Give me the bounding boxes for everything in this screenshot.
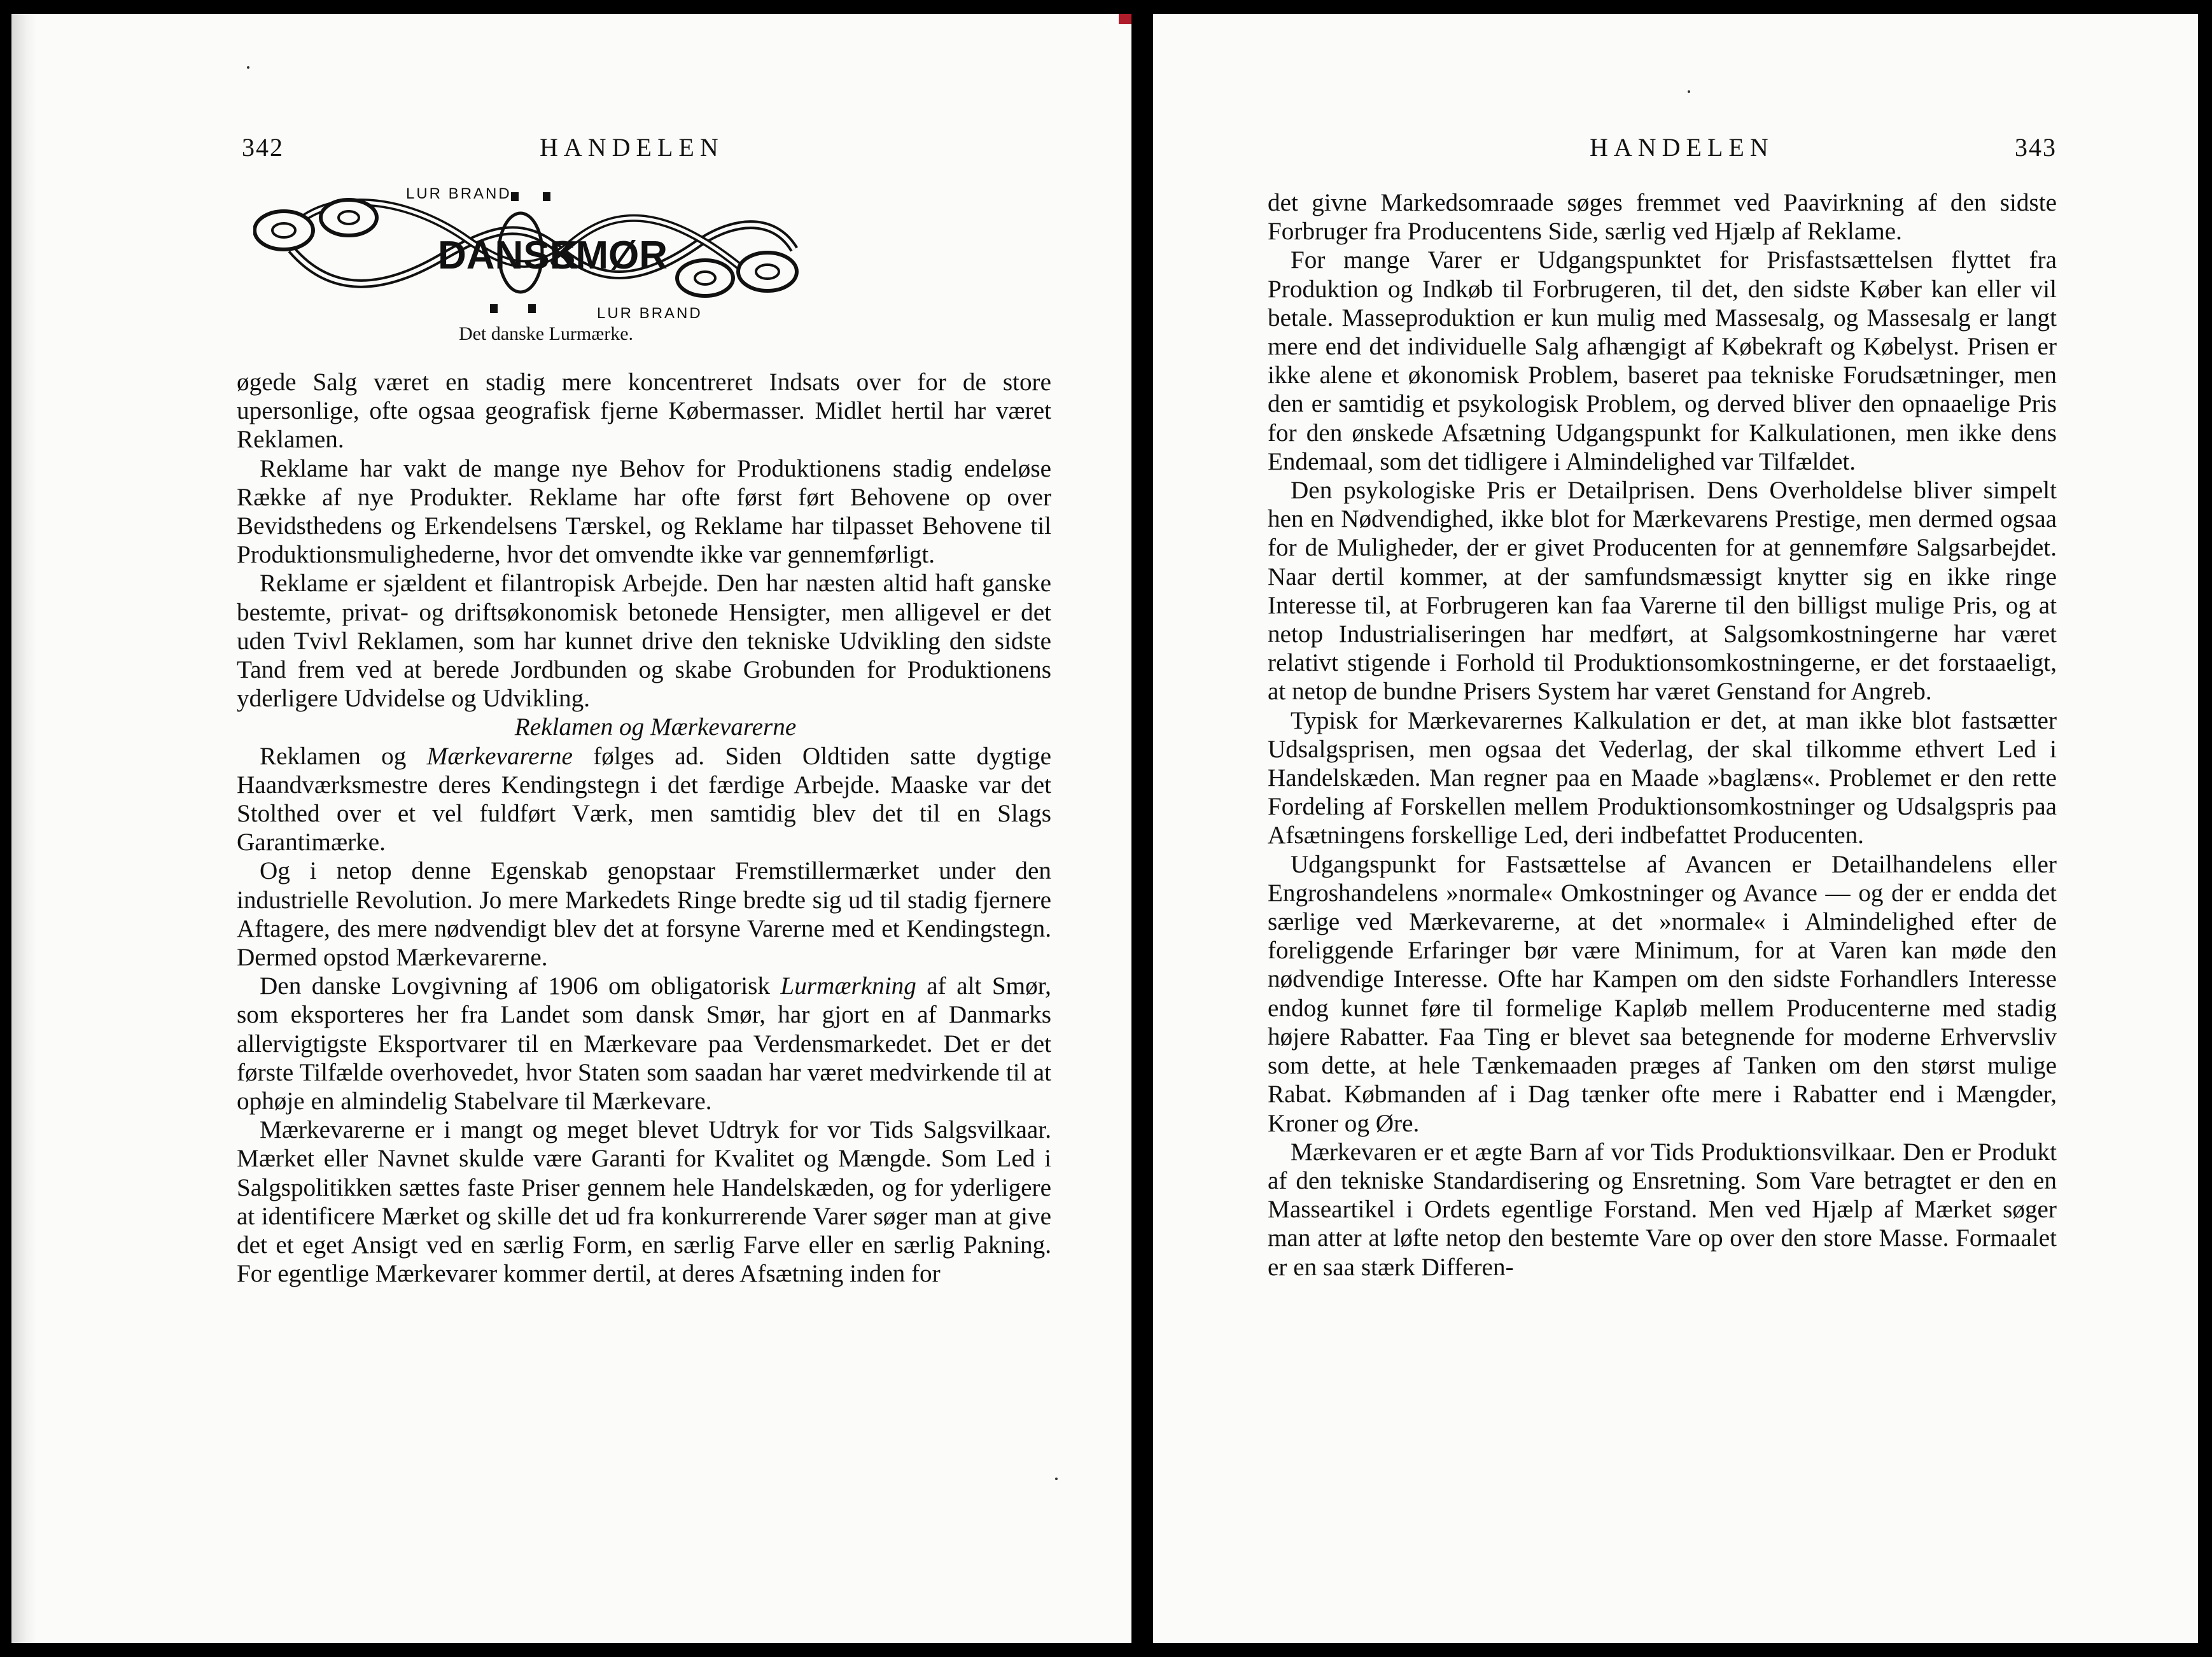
emblem-caption: Det danske Lurmærke. xyxy=(458,323,634,344)
page-gutter-shadow xyxy=(11,14,37,1643)
speck xyxy=(1055,1478,1058,1480)
paragraph: Udgangspunkt for Fastsættelse af Avancen er Detailhandelens eller Engroshandelens »normale« Omkostninger og Avance — og der er endda det særlige ved Mærkevarerne, at det »normale« i Almindelighed efter de foreliggende Erfaringer bør være Minimum, for at Varen kan møde den nødvendige Interesse. Ofte har Kampen om den sidste Forhandlers Interesse endog kunnet føre til formelige Kapløb mellem Producenterne med stadig højere Rabatter. Faa Ting er blevet saa betegnende for moderne Erhvervsliv som dette, at hele Tænkemaaden præges af Tanken om den størst mulige Rabat. Købmanden af i Dag tænker ofte mere i Rabatter end i Mængder, Kroner og Øre. xyxy=(1268,850,2057,1137)
page-number: 343 xyxy=(2015,133,2057,162)
paragraph: Reklame har vakt de mange nye Behov for Produktionens stadig endeløse Række af nye Produkter. Reklame har ofte først ført Behovene op over Bevidsthedens og Erkendelsens Tærskel, og Reklame har tilpasset Behovene til Produktionsmulighederne, hvor det omvendte ikke var gennemførligt. xyxy=(237,454,1051,569)
section-heading: Reklamen og Mærkevarerne xyxy=(514,713,797,741)
paragraph: Den danske Lovgivning af 1906 om obligatorisk Lurmærkning af alt Smør, som eksporteres her fra Landet som dansk Smør, har gjort en af Danmarks allervigtigste Eksportvarer til en Mærkevare paa Verdensmarkedet. Det er det første Tilfælde overhovedet, hvor Staten som saadan har været medvirkende til at ophøje en almindelig Stabelvare til Mærkevare. xyxy=(237,972,1051,1115)
paragraph: det givne Markedsomraade søges fremmet ved Paavirkning af den sidste Forbruger fra Producentens Side, særlig ved Hjælp af Reklame. xyxy=(1268,189,2057,246)
paragraph: Mærkevaren er et ægte Barn af vor Tids Produktionsvilkaar. Den er Produkt af den tekniske Standardisering og Ensretning. Som Vare betragtet er den en Masseartikel i Ordets egentlige Forstand. Men ved Hjælp af Mærket søger man atter at løfte netop den bestemte Vare op over den store Masse. Formaalet er en saa stærk Differen- xyxy=(1268,1138,2057,1281)
paragraph: For mange Varer er Udgangspunktet for Prisfastsættelsen flyttet fra Produktion og Indkøb til Forbrugeren, til det, den sidste Køber kan eller vil betale. Masseproduktion er kun mulig med Massesalg, og Massesalg er langt mere end det individuelle Salg afhængigt af Købekraft og Købelyst. Prisen er ikke alene et økonomisk Problem, baseret paa tekniske Forudsætninger, men den er samtidig et psykologisk Problem, og derved bliver den opnaaelige Pris for den ønskede Afsætning Udgangspunkt for Kalkulationen, men ikke dens Endemaal, som det tidligere i Almindelighed var Tilfældet. xyxy=(1268,246,2057,475)
emblem-brand-top: LUR BRAND xyxy=(406,185,512,202)
page-number: 342 xyxy=(242,133,284,162)
emblem-word-dansk: DANSK xyxy=(438,234,578,277)
paragraph: Reklame er sjældent et filantropisk Arbejde. Den har næsten altid haft ganske bestemte, privat- og driftsøkonomisk betonede Hensigter, men alligevel er det uden Tvivl Reklamen, som har kunnet drive den tekniske Udvikling den sidste Tand frem ved at berede Jordbunden og skabe Grobunden for Produktionens yderligere Udvidelse og Udvikling. xyxy=(237,570,1051,713)
speck xyxy=(247,66,249,69)
emblem-brand-bottom: LUR BRAND xyxy=(597,305,703,322)
paragraph: Den psykologiske Pris er Detailprisen. Dens Overholdelse bliver simpelt hen en Nødvendighed, ikke blot for Mærkevarens Prestige, men dermed ogsaa for de Muligheder, der er givet Producenten for at gennemføre Salgsarbejdet. Naar dertil kommer, at der samfundsmæssigt knytter sig en ikke ringe Interesse til, at Forbrugeren kan faa Varerne til den billigst mulige Pris, og at netop Industrialiseringen har medført, at Salgsomkostningerne har været relativt stigende i Forhold til Produktionsomkostningerne, er det forstaaeligt, at netop de bundne Prisers System har været Genstand for Angreb. xyxy=(1268,477,2057,706)
paragraph: Mærkevarerne er i mangt og meget blevet Udtryk for vor Tids Salgsvilkaar. Mærket eller Navnet skulde være Garanti for Kvalitet og Mængde. Som Led i Salgspolitikken sættes faste Priser gennem hele Handelskæden, og for yderligere at identificere Mærket og skille det ud fra konkurrerende Varer søger man at give det et eget Ansigt ved en særlig Form, en særlig Farve eller en særlig Pakning. For egentlige Mærkevarer kommer dertil, at deres Afsætning inden for xyxy=(237,1116,1051,1288)
right-page xyxy=(1153,14,2198,1643)
paragraph: Typisk for Mærkevarernes Kalkulation er det, at man ikke blot fastsætter Udsalgsprisen, men ogsaa det Vederlag, der skal tilkomme ethvert Led i Handelskæden. Man regner paa en Maade »baglæns«. Problemet er den rette Fordeling af Forskellen mellem Produktionsomkostninger og Udsalgspris paa Afsætningens forskellige Led, deri indbefattet Producenten. xyxy=(1268,706,2057,849)
lur-brand-emblem xyxy=(253,179,801,326)
running-head: HANDELEN xyxy=(540,133,724,162)
paragraph: Og i netop denne Egenskab genopstaar Fremstillermærket under den industrielle Revolution. Jo mere Markedets Ringe bredte sig ud til stadig fjernere Aftagere, des mere nødvendigt blev det at forsyne Varerne med et Kendingstegn. Dermed opstod Mærkevarerne. xyxy=(237,857,1051,972)
paragraph: øgede Salg været en stadig mere koncentreret Indsats over for de store upersonlige, ofte ogsaa geografisk fjerne Købermasser. Midlet hertil har været Reklamen. xyxy=(237,368,1051,454)
left-text-column xyxy=(237,368,1051,1289)
right-text-column xyxy=(1268,188,2057,1282)
emblem-word-smor: SMØR xyxy=(549,234,668,277)
speck xyxy=(1688,90,1690,93)
running-head: HANDELEN xyxy=(1590,133,1774,162)
paragraph: Reklamen og Mærkevarerne følges ad. Siden Oldtiden satte dygtige Haandværksmestre deres Kendingstegn i det færdige Arbejde. Maaske var det Stolthed over et vel fuldført Værk, men samtidig blev det til en Slags Garantimærke. xyxy=(237,742,1052,856)
left-page xyxy=(11,14,1131,1643)
spine-mark xyxy=(1119,14,1131,24)
